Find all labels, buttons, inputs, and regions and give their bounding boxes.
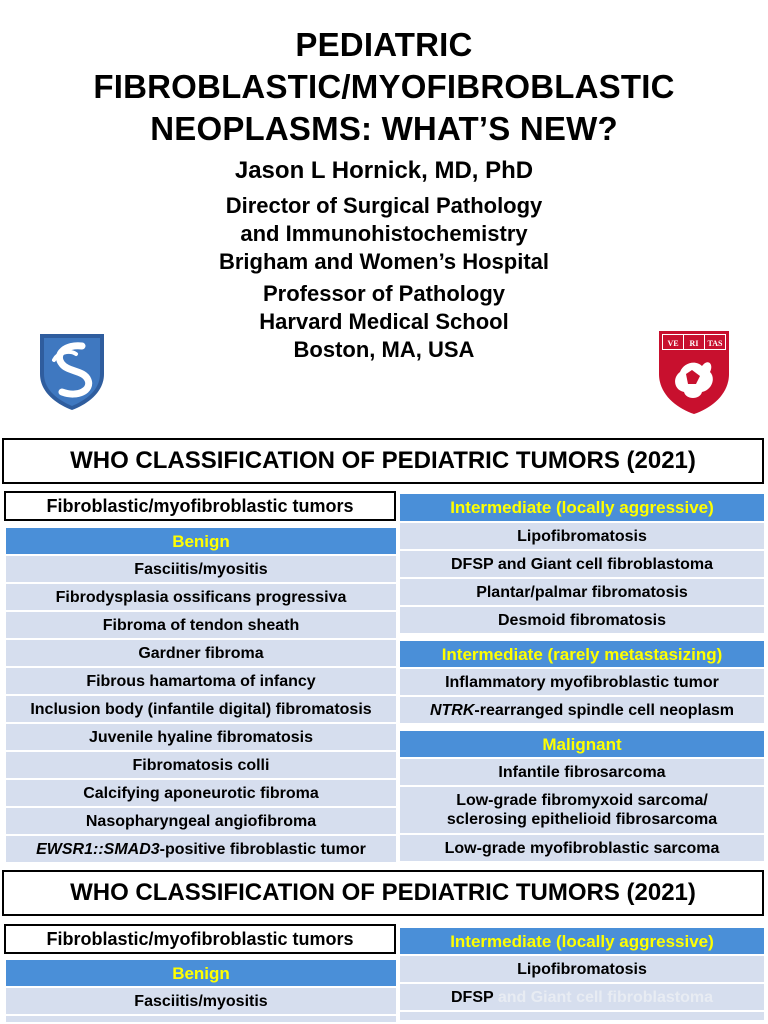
- table-row: Low-grade fibromyxoid sarcoma/ sclerosing epithelioid fibrosarcoma: [400, 787, 764, 835]
- harvard-shield-icon: [656, 328, 732, 416]
- table-row: Fasciitis/myositis: [6, 988, 396, 1016]
- table-row: Fibrous hamartoma of infancy: [6, 668, 396, 696]
- table-row: Fibroma of tendon sheath: [6, 612, 396, 640]
- table-row: [6, 1016, 396, 1024]
- shield-book-text: RI: [689, 339, 699, 348]
- shield-book-text: TAS: [707, 339, 723, 348]
- intermediate-rarely-metastasizing-heading: Intermediate (rarely metastasizing): [400, 641, 764, 669]
- table-row: Lipofibromatosis: [400, 523, 764, 551]
- intermediate-locally-aggressive-heading: Intermediate (locally aggressive): [400, 494, 764, 523]
- brigham-logo-icon: [36, 330, 108, 412]
- main-title: [0, 24, 768, 150]
- intermediate-locally-aggressive-heading: Intermediate (locally aggressive): [400, 928, 764, 956]
- table-row: Gardner fibroma: [6, 640, 396, 668]
- gene-name: NTRK: [429, 701, 475, 719]
- slide2-right-column: [400, 494, 764, 863]
- table-row: Juvenile hyaline fibromatosis: [6, 724, 396, 752]
- malignant-heading: Malignant: [400, 731, 764, 759]
- shield-book-text: VE: [667, 339, 679, 348]
- table-row: Inclusion body (infantile digital) fibromatosis: [6, 696, 396, 724]
- slide2-category-box: Fibroblastic/myofibroblastic tumors: [4, 491, 396, 521]
- slide2-header: WHO CLASSIFICATION OF PEDIATRIC TUMORS (2021): [2, 438, 764, 484]
- table-row: DFSP and Giant cell fibroblastoma: [400, 551, 764, 579]
- table-row: Infantile fibrosarcoma: [400, 759, 764, 787]
- faded-text: and Giant cell fibroblastoma: [493, 988, 713, 1006]
- title-line: FIBROBLASTIC/MYOFIBROBLASTIC: [93, 68, 675, 105]
- table-row: NTRK-rearranged spindle cell neoplasm: [400, 697, 764, 725]
- affiliation-line: Director of Surgical Pathology: [225, 193, 543, 218]
- benign-heading: Benign: [6, 528, 396, 556]
- table-row: Desmoid fibromatosis: [400, 607, 764, 635]
- title-line: PEDIATRIC: [295, 26, 473, 63]
- slide3-left-column: [6, 960, 396, 1024]
- slide2-left-column: [6, 528, 396, 864]
- table-row: Fasciitis/myositis: [6, 556, 396, 584]
- table-row: Inflammatory myofibroblastic tumor: [400, 669, 764, 697]
- slide3-right-column: [400, 928, 764, 1022]
- table-row: [400, 1012, 764, 1022]
- table-row: Low-grade myofibroblastic sarcoma: [400, 835, 764, 863]
- slide3-category-box: Fibroblastic/myofibroblastic tumors: [4, 924, 396, 954]
- table-row: EWSR1::SMAD3-positive fibroblastic tumor: [6, 836, 396, 864]
- table-row: Lipofibromatosis: [400, 956, 764, 984]
- gene-name: EWSR1::SMAD3: [36, 840, 160, 858]
- benign-heading: Benign: [6, 960, 396, 988]
- affiliation-line: Boston, MA, USA: [293, 337, 475, 362]
- table-row: Fibrodysplasia ossificans progressiva: [6, 584, 396, 612]
- affiliation-line: Brigham and Women’s Hospital: [218, 249, 550, 274]
- table-row: Calcifying aponeurotic fibroma: [6, 780, 396, 808]
- affiliation-line: Harvard Medical School: [259, 309, 509, 334]
- author-name: Jason L Hornick, MD, PhD: [234, 157, 534, 184]
- title-line: NEOPLASMS: WHAT’S NEW?: [150, 110, 618, 147]
- slide3-header: WHO CLASSIFICATION OF PEDIATRIC TUMORS (2021): [2, 870, 764, 916]
- table-row: DFSP and Giant cell fibroblastoma: [400, 984, 764, 1012]
- title-slide: [0, 24, 768, 364]
- table-row: Nasopharyngeal angiofibroma: [6, 808, 396, 836]
- table-row: Fibromatosis colli: [6, 752, 396, 780]
- table-row: Plantar/palmar fibromatosis: [400, 579, 764, 607]
- affiliation-line: and Immunohistochemistry: [240, 221, 528, 246]
- affiliation-line: Professor of Pathology: [262, 281, 506, 306]
